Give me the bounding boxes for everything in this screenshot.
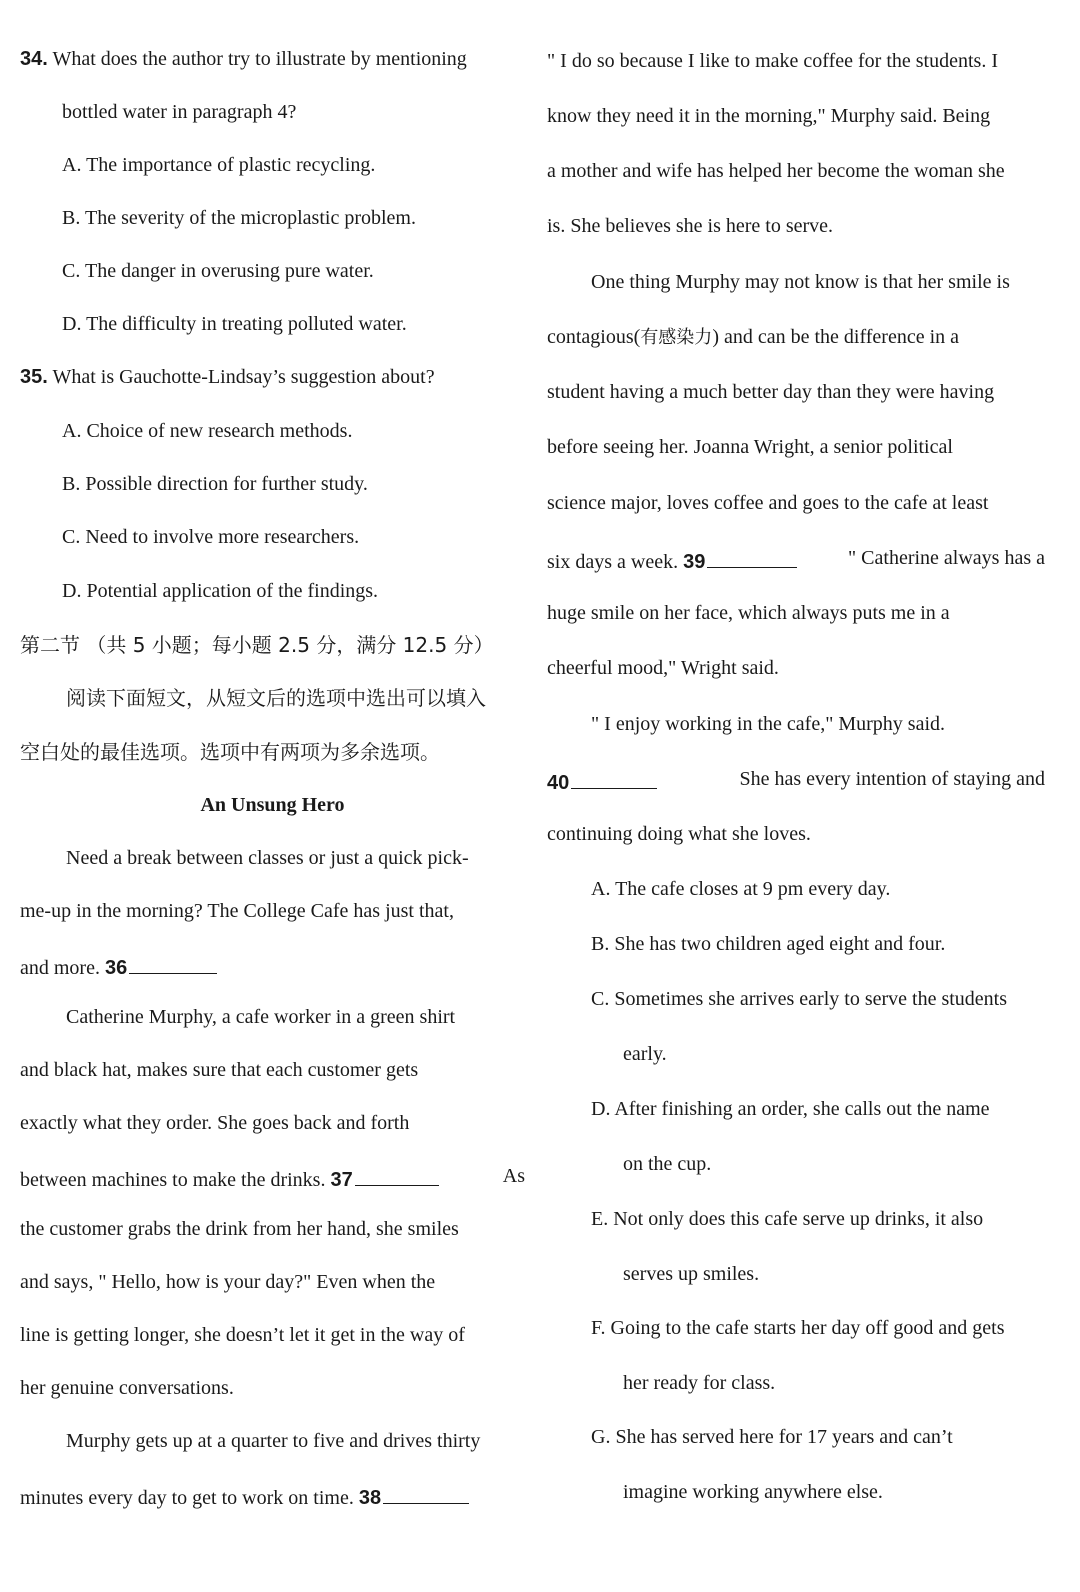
option-f: F. Going to the cafe starts her day off good and gets	[591, 1317, 1005, 1339]
passage-line: student having a much better day than they were having	[547, 381, 995, 403]
blank-number-37: 37	[330, 1169, 353, 1191]
passage-text: minutes every day to get to work on time.	[20, 1487, 354, 1509]
passage-line: is. She believes she is here to serve.	[547, 215, 834, 237]
passage-line: continuing doing what she loves.	[547, 823, 811, 845]
blank-number-40: 40	[547, 772, 570, 794]
passage-text: and more.	[20, 957, 100, 979]
answer-blank-37	[355, 1163, 439, 1186]
question-number: 35.	[20, 366, 48, 388]
passage-line: science major, loves coffee and goes to the cafe at least	[547, 492, 989, 514]
passage-line: me-up in the morning? The College Cafe has just that,	[20, 900, 454, 922]
blank-number-39: 39	[683, 551, 706, 573]
option-c: C. Sometimes she arrives early to serve the students	[591, 988, 1008, 1010]
passage-line: One thing Murphy may not know is that her smile is	[591, 271, 1010, 293]
passage-line: Need a break between classes or just a quick pick-	[66, 847, 469, 869]
option-e: E. Not only does this cafe serve up drinks, it also	[591, 1208, 984, 1230]
question-34-stem	[20, 46, 525, 72]
question-text: What does the author try to illustrate by mentioning	[52, 48, 467, 70]
option-c: C. Need to involve more researchers.	[62, 526, 360, 548]
option-e-cont: serves up smiles.	[623, 1263, 760, 1285]
question-text: What is Gauchotte-Lindsay’s suggestion about?	[52, 366, 435, 388]
passage-line: and black hat, makes sure that each customer gets	[20, 1059, 419, 1081]
option-a: A. The importance of plastic recycling.	[62, 154, 376, 176]
blank-number-38: 38	[358, 1487, 382, 1509]
instruction-line: 阅读下面短文，从短文后的选项中选出可以填入	[66, 686, 486, 710]
passage-line	[20, 951, 525, 981]
option-d: D. After finishing an order, she calls out the name	[591, 1098, 990, 1120]
passage-line: before seeing her. Joanna Wright, a senior political	[547, 436, 953, 458]
passage-line: " I enjoy working in the cafe," Murphy said.	[591, 713, 946, 735]
passage-text: She has every intention of staying and	[739, 768, 1045, 790]
section-header: 第二节 （共 5 小题；每小题 2.5 分，满分 12.5 分）	[20, 633, 494, 657]
passage-line: " I do so because I like to make coffee for the students. I	[547, 50, 998, 72]
question-34-stem-cont: bottled water in paragraph 4?	[62, 101, 297, 123]
passage-line: and says, " Hello, how is your day?" Even when the	[20, 1271, 436, 1293]
passage-line	[547, 766, 1045, 796]
question-number: 34.	[20, 48, 48, 70]
passage-text: contagious(	[547, 326, 641, 348]
passage-line: the customer grabs the drink from her hand, she smiles	[20, 1218, 459, 1240]
passage-line: Murphy gets up at a quarter to five and drives thirty	[66, 1430, 481, 1452]
passage-line: exactly what they order. She goes back and forth	[20, 1112, 410, 1134]
passage-line: huge smile on her face, which always puts me in a	[547, 602, 950, 624]
passage-line	[20, 1163, 525, 1193]
instruction-line: 空白处的最佳选项。选项中有两项为多余选项。	[20, 740, 440, 764]
answer-blank-38	[383, 1481, 469, 1504]
chinese-gloss: 有感染力	[640, 327, 713, 348]
option-g-cont: imagine working anywhere else.	[623, 1481, 883, 1503]
option-d-cont: on the cup.	[623, 1153, 712, 1175]
answer-blank-40	[571, 766, 657, 789]
passage-line: cheerful mood," Wright said.	[547, 657, 779, 679]
option-b: B. The severity of the microplastic problem.	[62, 207, 416, 229]
option-f-cont: her ready for class.	[623, 1372, 776, 1394]
option-c: C. The danger in overusing pure water.	[62, 260, 374, 282]
passage-line	[547, 324, 1045, 351]
blank-number-36: 36	[104, 957, 128, 979]
passage-text: between machines to make the drinks.	[20, 1169, 326, 1191]
option-a: A. Choice of new research methods.	[62, 420, 353, 442]
answer-blank-36	[129, 951, 217, 974]
option-b: B. She has two children aged eight and four.	[591, 933, 946, 955]
passage-title: An Unsung Hero	[200, 794, 345, 816]
option-d: D. The difficulty in treating polluted water.	[62, 313, 407, 335]
option-d: D. Potential application of the findings.	[62, 580, 379, 602]
passage-line: know they need it in the morning," Murphy said. Being	[547, 105, 991, 127]
option-g: G. She has served here for 17 years and can’t	[591, 1426, 953, 1448]
passage-text: As	[502, 1165, 525, 1187]
passage-line: line is getting longer, she doesn’t let it get in the way of	[20, 1324, 465, 1346]
option-c-cont: early.	[623, 1043, 667, 1065]
passage-line: a mother and wife has helped her become the woman she	[547, 160, 1005, 182]
passage-line	[20, 1481, 525, 1511]
passage-text: six days a week.	[547, 551, 679, 573]
passage-line	[547, 545, 1045, 575]
question-35-stem	[20, 364, 525, 390]
option-b: B. Possible direction for further study.	[62, 473, 368, 495]
passage-text: ) and can be the difference in a	[712, 326, 960, 348]
passage-line: her genuine conversations.	[20, 1377, 234, 1399]
passage-text: " Catherine always has a	[848, 547, 1045, 569]
option-a: A. The cafe closes at 9 pm every day.	[591, 878, 891, 900]
passage-line: Catherine Murphy, a cafe worker in a green shirt	[66, 1006, 456, 1028]
answer-blank-39	[707, 545, 797, 568]
